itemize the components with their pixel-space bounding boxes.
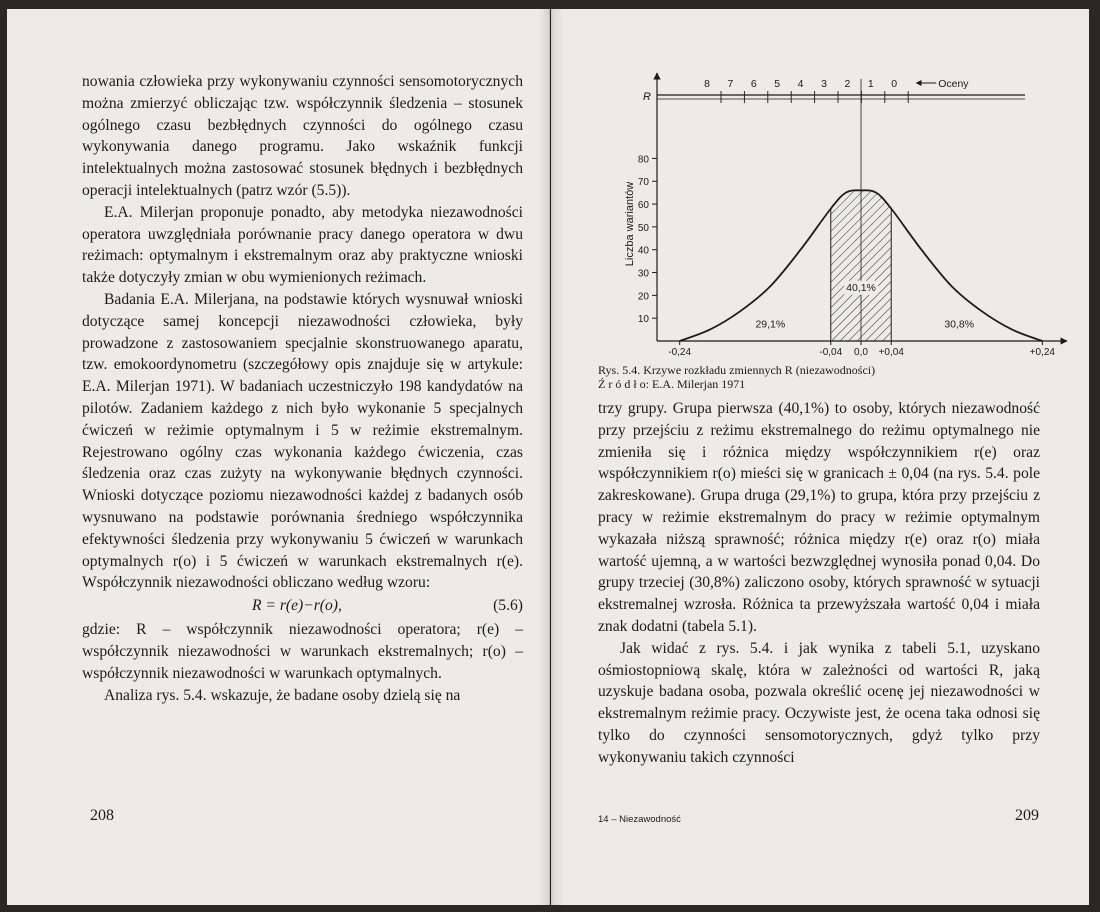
distribution-chart	[615, 65, 1085, 365]
formula-line	[82, 595, 523, 618]
left-page	[7, 9, 550, 905]
formula-number: (5.6)	[493, 597, 523, 615]
left-page-text	[82, 71, 523, 706]
figure-caption	[598, 363, 1038, 391]
rating-tick-label: 7	[727, 78, 734, 90]
formula: R = r(e)−r(o),	[252, 597, 342, 615]
x-tick-label: -0,04	[819, 347, 843, 358]
paragraph: gdzie: R – współczynnik niezawodności operatora; r(e) – współczynnik niezawodności w warunkach ekstremalnych; r(o) – współczynnik niezawodności w warunkach optymalnych.	[82, 621, 523, 682]
rating-tick-label: 3	[821, 78, 827, 90]
rating-tick-label: 1	[867, 78, 874, 90]
region-label: 30,8%	[944, 318, 975, 331]
y-tick-label: 60	[637, 200, 649, 212]
page-number: 209	[1015, 807, 1039, 824]
y-tick-label: 80	[637, 154, 649, 166]
y-tick-label: 20	[637, 291, 649, 303]
footer-signature: 14 – Niezawodność	[598, 814, 681, 825]
right-page-text	[598, 398, 1040, 769]
paragraph: Badania E.A. Milerjana, na podstawie których wysnuwał wnioski dotyczące samej koncepcji niezawodności człowieka, były prowadzone z zastosowaniem specjalnie skonstruowanego aparatu, tzw. emokoordynometru (szczegółowy opis znajduje się w artykule: E.A. Milerjan 1971). W badaniach uczestniczyło 198 kandydatów na pilotów. Zadaniem każdego z nich było wykonanie 5 specjalnych ćwiczeń w reżimie optymalnym i 5 w reżimie ekstremalnym. Rejestrowano ogólny czas wykonania każdego ćwiczenia, czas śledzenia oraz czas zużyty na wykonywanie błędnych czynności. Wnioski dotyczące poziomu niezawodności każdej z badanych osób wysnuwano na podstawie porównania średniego współczynnika efektywności śledzenia przy wykonywaniu 5 ćwiczeń w warunkach optymalnych r(o) i 5 ćwiczeń w warunkach ekstremalnych r(e). Współczynnik niezawodności obliczano według wzoru:	[82, 290, 523, 592]
rating-axis-label: R	[643, 91, 651, 103]
paragraph: Analiza rys. 5.4. wskazuje, że badane osoby dzielą się na	[104, 686, 461, 704]
x-tick-label: 0,0	[854, 347, 868, 358]
caption-line: Rys. 5.4. Krzywe rozkładu zmiennych R (niezawodności)	[598, 363, 876, 377]
rating-tick-label: 4	[797, 78, 804, 90]
x-tick-label: +0,04	[878, 347, 904, 358]
rating-tick-label: 6	[750, 78, 757, 90]
y-tick-label: 30	[637, 268, 649, 280]
right-page	[551, 9, 1089, 905]
rating-tick-label: 8	[704, 78, 710, 90]
region-label: 29,1%	[755, 318, 786, 331]
paragraph: nowania człowieka przy wykonywaniu czynności sensomotorycznych można zmierzyć obliczając tzw. współczynnik śledzenia – stosunek ogólnego czasu bezbłędnych czynności do ogólnego czasu wykonywania danego programu. Jako wskaźnik funkcji intelektualnych można zastosować stosunek błędnych i bezbłędnych operacji intelektualnych (patrz wzór (5.5)).	[82, 73, 523, 199]
rating-axis-title: Oceny	[938, 78, 969, 90]
rating-tick-label: 5	[774, 78, 781, 90]
rating-tick-label: 2	[844, 78, 851, 90]
paragraph: E.A. Milerjan proponuje ponadto, aby metodyka niezawodności operatora uwzględniała porównanie pracy danego operatora w dwu reżimach: optymalnym i ekstremalnym oraz aby praktyczne wnioski także dotyczyły zmian w obu wymienionych reżimach.	[82, 203, 523, 287]
y-tick-label: 40	[637, 245, 649, 257]
caption-source: Ź r ó d ł o: E.A. Milerjan 1971	[598, 377, 746, 391]
region-label: 40,1%	[846, 281, 876, 294]
y-tick-label: 50	[637, 222, 649, 234]
y-tick-label: 10	[637, 314, 649, 326]
y-axis-label: Liczba wariantów	[624, 181, 636, 267]
rating-tick-label: 0	[891, 78, 898, 90]
paragraph: trzy grupy. Grupa pierwsza (40,1%) to osoby, których niezawodność przy przejściu z reżimu ekstremalnego do reżimu optymalnego nie zmieniła się i różnica między współczynnikiem r(e) oraz współczynnikiem r(o) mieści się w granicach ± 0,04 (na rys. 5.4. pole zakreskowane). Grupa druga (29,1%) to grupa, która przy przejściu z pracy w reżimie ekstremalnym do pracy w reżimie optymalnym wykazała niższą sprawność; różnica między r(e) oraz r(o) miała wartość ujemną, a w wartości bezwzględnej wynosiła ponad 0,04. Do grupy trzeciej (30,8%) zaliczono osoby, których sprawność w sytuacji ekstremalnej wzrosła. Różnica ta przewyższała wartość 0,04 i miała znak dodatni (tabela 5.1).	[598, 400, 1040, 635]
x-tick-label: -0,24	[668, 347, 692, 358]
x-tick-label: +0,24	[1029, 347, 1055, 358]
page-number: 208	[90, 807, 114, 824]
y-tick-label: 70	[637, 177, 649, 189]
paragraph: Jak widać z rys. 5.4. i jak wynika z tabeli 5.1, uzyskano ośmiostopniową skalę, która w zależności od wartości R, jaką uzyskuje badana osoba, pozwala określić ocenę jej niezawodności w ekstremalnym reżimie pracy. Oczywiste jest, że ocena taka odnosi się tylko do czynności sensomotorycznych, gdyż tylko przy wykonywaniu takich czynności	[598, 639, 1040, 766]
